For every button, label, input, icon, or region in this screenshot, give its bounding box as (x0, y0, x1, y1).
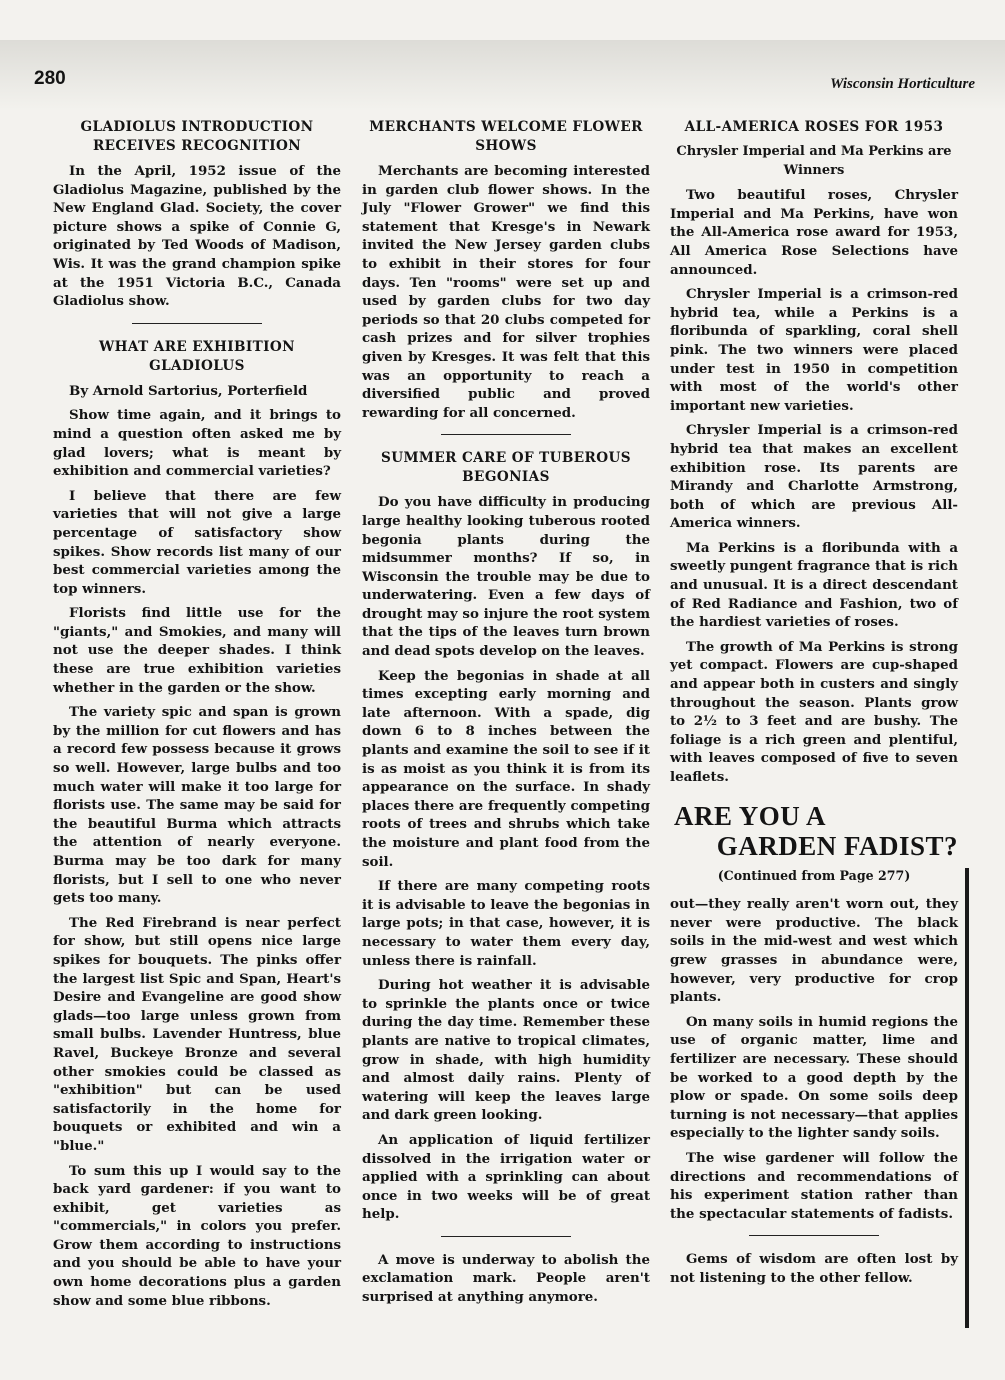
paragraph: Do you have difficulty in producing large healthy looking tuberous rooted begonia plants during the midsummer months? If so, in Wisconsin the trouble may be due to underwatering. Even a few days of drought may so injure the root system that the tips of the leaves turn brown and dead spots develop on the leaves. (362, 494, 650, 660)
paragraph: On many soils in humid regions the use of organic matter, lime and fertilizer are necessary. These should be worked to a good depth by the plow or spade. On some soils deep turning is not necessary—that applies especially to the lighter sandy soils. (670, 1013, 958, 1142)
paragraph: Ma Perkins is a floribunda with a sweetly pungent fragrance that is rich and unusual. It is a direct descendant of Red Radiance and Fashion, two of the hardiest varieties of roses. (670, 539, 958, 631)
column-left (53, 114, 341, 1316)
scan-shading (0, 40, 1005, 110)
paragraph: Chrysler Imperial is a crimson-red hybrid tea, while a Perkins is a floribunda of sparkling, coral shell pink. The two winners were placed under test in 1950 in competition with most of the world's other important new varieties. (670, 286, 958, 414)
title-line-2: GARDEN FADIST? (716, 830, 958, 861)
paragraph: The wise gardener will follow the directions and recommendations of his experiment station rather than the spectacular statements of fadists. (670, 1149, 958, 1222)
paragraph: The variety spic and span is grown by the million for cut flowers and has a record few possess because it grows so well. However, large bulbs and too much water will make it too large for florists use. The same may be said for the beautiful Burma which attracts the attention of nearly everyone. Burma may be too dark for many florists, but I sell to one who never gets too many. (53, 704, 341, 907)
divider (132, 323, 262, 324)
article-title-gladiolus-recognition: GLADIOLUS INTRODUCTION RECEIVES RECOGNITION (80, 119, 314, 154)
filler-quote: Gems of wisdom are often lost by not listening to the other fellow. (670, 1251, 958, 1286)
article-title-roses: ALL-AMERICA ROSES FOR 1953 (684, 119, 944, 135)
article-title-begonias: SUMMER CARE OF TUBEROUS BEGONIAS (381, 450, 631, 486)
paragraph: Florists find little use for the "giants," and Smokies, and many will not use the deeper shades. I think these are true exhibition varieties whether in the garden or the show. (53, 605, 341, 696)
paragraph: Merchants are becoming interested in garden club flower shows. In the July "Flower Grower" we find this statement that Kresge's in Newark invited the New Jersey garden clubs to exhibit in their stores for four days. Ten "rooms" were set up and used by garden clubs for two day periods so that 20 clubs competed for cash prizes and for silver trophies given by Kresges. It was felt that this was an opportunity to reach a diversified public and proved rewarding for all concerned. (362, 163, 650, 421)
filler-quote: A move is underway to abolish the exclamation mark. People aren't surprised at anything anymore. (362, 1251, 650, 1306)
paragraph: Show time again, and it brings to mind a question often asked me by glad lovers; what is meant by exhibition and commercial varieties? (53, 407, 341, 480)
paragraph: In the April, 1952 issue of the Gladiolus Magazine, published by the New England Glad. Society, the cover picture shows a spike of Connie G, originated by Ted Woods of Madison, Wis. It was the grand champion spike at the 1951 Victoria B.C., Canada Gladiolus show. (53, 163, 341, 310)
continued-note: (Continued from Page 277) (717, 867, 911, 883)
byline: By Arnold Sartorius, Porterfield (69, 382, 308, 399)
paragraph: During hot weather it is advisable to sprinkle the plants once or twice during the day time. Remember these plants are native to tropical climates, grow in shade, with high humidity and almost daily rains. Plenty of watering will keep the leaves large and dark green looking. (362, 977, 650, 1124)
page-number: 280 (34, 68, 66, 89)
paragraph: I believe that there are few varieties that will not give a large percentage of satisfactory show spikes. Show records list many of our best commercial varieties among the top winners. (53, 487, 341, 597)
article-subtitle-roses: Chrysler Imperial and Ma Perkins are Winners (676, 144, 952, 178)
paragraph: out—they really aren't worn out, they never were productive. The black soils in the mid-west and west which grew grasses in abundance were, however, very productive for crop plants. (670, 896, 958, 1006)
running-head: Wisconsin Horticulture (830, 76, 975, 92)
divider (749, 1235, 879, 1236)
paragraph: An application of liquid fertilizer dissolved in the irrigation water or applied with a sprinkling can about once in two weeks will be of great help. (362, 1131, 650, 1223)
paragraph: The growth of Ma Perkins is strong yet compact. Flowers are cup-shaped and appear both in custers and singly throughout the season. Plants grow to 2½ to 3 feet and are bushy. The foliage is a rich green and plentiful, with leaves composed of five to seven leaflets. (670, 638, 958, 785)
divider (441, 434, 571, 435)
paragraph: Chrysler Imperial is a crimson-red hybrid tea that makes an excellent exhibition rose. Its parents are Mirandy and Charlotte Armstrong, both of which are previous All-America winners. (670, 422, 958, 532)
scan-edge-bar (965, 868, 969, 1328)
paragraph: The Red Firebrand is near perfect for show, but still opens nice large spikes for bouquets. The pinks offer the largest list Spic and Span, Heart's Desire and Evangeline are good show glads—too large unless grown from small bulbs. Lavender Huntress, blue Ravel, Buckeye Bronze and several other smokies could be classed as "exhibition" but can be used satisfactorily in the home for bouquets or exhibited and win a "blue." (53, 914, 341, 1154)
article-title-garden-fadist (670, 801, 958, 861)
column-middle (362, 114, 650, 1313)
column-right (670, 114, 958, 1293)
title-line-1: ARE YOU A (674, 800, 827, 831)
paragraph: If there are many competing roots it is advisable to leave the begonias in large pots; in that case, however, it is necessary to water them every day, unless there is rainfall. (362, 878, 650, 969)
paragraph: To sum this up I would say to the back yard gardener: if you want to exhibit, get varieties as "commercials," in colors you prefer. Grow them according to instructions and you should be able to have your own home decorations plus a garden show and some blue ribbons. (53, 1162, 341, 1309)
divider (441, 1236, 571, 1237)
paragraph: Keep the begonias in shade at all times excepting early morning and late afternoon. With a spade, dig down 6 to 8 inches between the plants and examine the soil to see if it is as moist as you think it is from its appearance on the surface. In shady places there are frequently competing roots of trees and shrubs which take the moisture and plant food from the soil. (362, 667, 650, 870)
paragraph: Two beautiful roses, Chrysler Imperial and Ma Perkins, have won the All-America rose award for 1953, All America Rose Selections have announced. (670, 187, 958, 278)
article-title-exhibition-gladiolus: WHAT ARE EXHIBITION GLADIOLUS (98, 338, 295, 374)
article-title-merchants: MERCHANTS WELCOME FLOWER SHOWS (369, 119, 643, 154)
